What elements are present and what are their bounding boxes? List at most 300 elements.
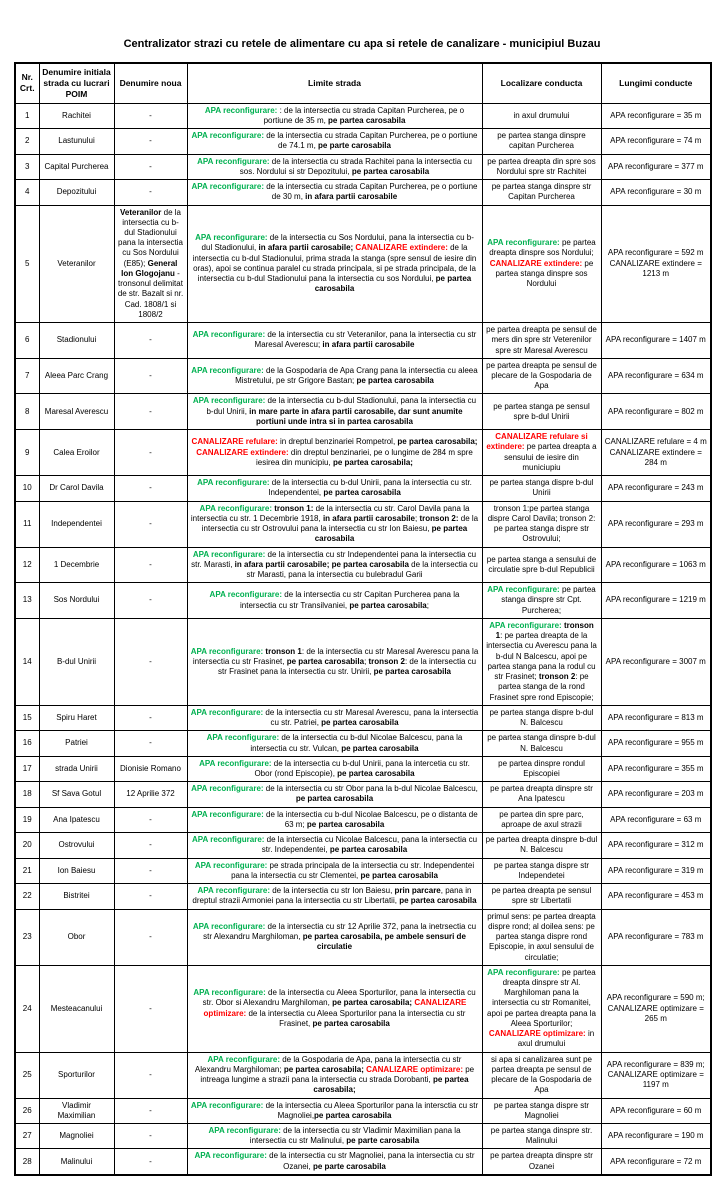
text-segment: de la intersectia cu b-dul Unirii, pana la intersectia cu str. Independentei, [268,478,472,498]
pipe-location [482,705,601,730]
pipe-location [482,103,601,128]
text-segment: 6 [25,335,30,345]
text-segment: APA reconfigurare: [192,330,266,340]
new-street-name [114,323,187,359]
text-segment: pe partea stanga dinspre str Cpt. Purcherea; [501,585,596,615]
text-segment: ; [364,656,369,666]
new-street-name [114,731,187,756]
row-number [15,430,39,476]
initial-street-name [39,205,114,323]
text-segment: pe partea stanga dispre str Independetei [493,860,590,880]
text-segment: CANALIZARE optimizare: [203,998,467,1018]
row-number [15,756,39,781]
table-row [15,547,711,583]
initial-street-name [39,180,114,205]
row-number [15,618,39,705]
text-segment: , pana in dreptul strazii Armoniei pana la intersectia cu str Libertatii, [192,886,472,906]
street-limits [187,394,482,430]
text-segment: APA reconfigurare = 802 m [607,406,704,416]
initial-street-name [39,756,114,781]
street-limits [187,476,482,501]
text-segment: in mare parte in afara partii carosabile, dar sunt anumite portiuni unde intra si in partea carosabila [249,406,463,426]
street-limits [187,858,482,883]
text-segment: pe partea carosabila [337,768,415,778]
new-street-name [114,394,187,430]
table-row [15,1098,711,1123]
pipe-lengths [601,394,711,430]
text-segment: de la intersectia cu str Magnoliei, pana la intersectia cu str Ozanei, [266,1151,475,1171]
text-segment: APA reconfigurare = 1063 m [605,559,706,569]
text-segment: - [149,335,152,345]
table-row [15,909,711,965]
pipe-location [482,180,601,205]
text-segment: APA reconfigurare: [191,365,264,375]
text-segment: de la intersectia cu str Capitan Purcherea pana la intersectia cu str Transilvaniei, [240,590,460,610]
pipe-location [482,1124,601,1149]
pipe-location [482,756,601,781]
street-limits [187,756,482,781]
pipe-location [482,618,601,705]
text-segment: CANALIZARE optimizare: [366,1064,463,1074]
text-segment: Spiru Haret [56,712,97,722]
initial-street-name [39,705,114,730]
text-segment: Independentei [51,518,102,528]
pipe-lengths [601,909,711,965]
row-number [15,394,39,430]
text-segment: APA reconfigurare: [487,967,560,977]
text-segment: pe strada principala de la intersectia cu str. Independentei pana la intersectia cu str Clementei, [231,860,475,880]
new-street-name [114,1124,187,1149]
row-number [15,884,39,909]
text-segment: Ostrovului [58,840,95,850]
text-segment: pe partea stanga dinspre str. Malinului [490,1126,593,1146]
text-segment: APA reconfigurare: [193,988,266,998]
text-segment: - [149,187,152,197]
street-limits [187,358,482,394]
text-segment: - [149,656,152,666]
pipe-lengths [601,1052,711,1098]
text-segment: pe partea carosabila; [397,437,478,447]
row-number [15,1124,39,1149]
text-segment: pe partea din spre parc, aproape de axul strazii [499,809,584,829]
table-row [15,358,711,394]
pipe-location [482,858,601,883]
text-segment: pe partea carosabila [360,870,438,880]
new-street-name [114,756,187,781]
text-segment: primul sens: pe partea dreapta dispre rond; al doilea sens: pe partea stanga dispre rond Episcopie, in axul sensului de circulatie; [487,911,596,962]
pipe-lengths [601,965,711,1052]
text-segment: 21 [22,865,32,875]
text-segment: Sos Nordului [53,595,100,605]
pipe-lengths [601,129,711,154]
new-street-name [114,807,187,832]
street-limits [187,965,482,1052]
text-segment: APA reconfigurare: [191,809,264,819]
street-limits [187,1149,482,1175]
pipe-location [482,1098,601,1123]
table-row [15,430,711,476]
text-segment: tronson 1: [274,503,314,513]
text-segment: 15 [22,712,32,722]
text-segment: APA reconfigurare: [209,590,283,600]
text-segment: APA reconfigurare: [192,921,266,931]
pipe-location [482,205,601,323]
text-segment: pe partea dreapta dinspre str Ozanei [490,1151,593,1171]
text-segment: pe partea dreapta dinspre sos Nordului; [489,238,596,258]
text-segment: 4 [25,187,30,197]
new-street-name [114,909,187,965]
text-segment: pe partea carosabila; [332,998,415,1008]
pipe-lengths [601,858,711,883]
text-segment: 20 [22,840,32,850]
text-segment: pe parte carosabila [346,1136,420,1146]
text-segment: 12 [22,559,32,569]
text-segment: pe partea carosabila [351,166,430,176]
text-segment: CANALIZARE optimizare: [488,1029,586,1039]
initial-street-name [39,731,114,756]
text-segment: APA reconfigurare = 203 m [607,789,704,799]
text-segment: Sporturilor [58,1069,95,1079]
text-segment: pe partea stanga dinspre sos Nordului [495,258,594,289]
text-segment: 24 [22,1003,32,1013]
text-segment: de la Gospodaria de Apa Crang pana la intersectia cu aleea Mistretului, pe str Grigore Bastan; [235,365,478,386]
text-segment: General Ion Glogojanu [121,258,178,278]
pipe-location [482,476,601,501]
text-segment: APA reconfigurare = 955 m [607,738,704,748]
street-limits [187,154,482,179]
text-segment: 23 [22,932,32,942]
text-segment: 5 [25,258,30,268]
text-segment: - [149,406,152,416]
text-segment: pe partea carosabila [314,524,468,544]
pipe-location [482,1149,601,1175]
text-segment: de la intersectia cu Aleea Sporturilor, pana la intersectia cu str. Obor si Alexandru Marghiloman, [202,988,476,1008]
initial-street-name [39,858,114,883]
text-segment: pe partea stanga dinspre b-dul N. Balcescu [487,733,596,753]
pipe-location [482,154,601,179]
new-street-name [114,858,187,883]
text-segment: Depozitului [56,187,97,197]
street-limits [187,618,482,705]
text-segment: Dr Carol Davila [49,483,104,493]
table-row [15,129,711,154]
text-segment: APA reconfigurare: [489,620,562,630]
text-segment: de la intersectia cu Nicolae Balcescu, pana la intersectia cu str. Independentei, [261,835,478,855]
text-segment: de la intersectia cu str. Carol Davila pana la intersectia cu str. 1 Decembrie 1918, [190,503,470,523]
initial-street-name [39,833,114,858]
text-segment: APA reconfigurare: [487,585,560,595]
text-segment: 25 [22,1069,32,1079]
text-segment: - [149,161,152,171]
text-segment: pe partea carosabila [349,600,427,610]
row-number [15,705,39,730]
text-segment: pe partea stanga pe sensul spre b-dul Unirii [493,401,590,421]
text-segment: tronson 2 [538,672,576,682]
text-segment: 18 [22,789,32,799]
table-row [15,501,711,547]
text-segment: 11 [23,518,32,528]
text-segment: de la intersectia cu Sos Nordului, pana la intersectia cu b-dul Stadionului, [201,233,474,253]
new-street-name [114,205,187,323]
street-limits [187,430,482,476]
text-segment: APA reconfigurare = 3007 m [605,656,706,666]
pipe-lengths [601,807,711,832]
text-segment: Aleea Parc Crang [44,371,109,381]
table-row [15,1124,711,1149]
new-street-name [114,430,187,476]
text-segment: de la intersectia cu str 12 Aprilie 372, pana la inetrsectia cu str Alexandru Marghiloman, [203,921,477,942]
initial-street-name [39,358,114,394]
pipe-lengths [601,205,711,323]
table-row [15,705,711,730]
text-segment: APA reconfigurare: [194,1151,267,1161]
text-segment: pe parte carosabila [318,141,391,151]
text-segment: in axul drumului [513,110,570,120]
text-segment: de la intersectia cu str Ion Baiesu, [270,886,395,896]
text-segment: Sf Sava Gotul [51,789,102,799]
text-segment: tronson 1:pe partea stanga dispre Carol Davila; tronson 2: pe partea stanga dispre str Ostrovului; [487,503,596,544]
text-segment: APA reconfigurare: [208,1126,281,1136]
row-number [15,154,39,179]
row-number [15,782,39,807]
row-number [15,858,39,883]
text-segment: APA reconfigurare = 355 m [607,763,704,773]
text-segment: de la intersectia cu str Maresal Averescu, pana la intersectia cu str. Patriei, [263,707,479,728]
new-street-name [114,1052,187,1098]
text-segment: Bistritei [63,891,90,901]
pipe-lengths [601,782,711,807]
text-segment: - [149,738,152,748]
column-header-2: Denumire noua [114,63,187,103]
text-segment: pe partea carosabila [329,845,408,855]
table-row [15,1149,711,1175]
initial-street-name [39,884,114,909]
text-segment: - [149,518,152,528]
text-segment: APA reconfigurare = 839 m; CANALIZARE optimizare = 1197 m [606,1059,705,1090]
text-segment: pe partea dreapta din spre sos Nordului spre str Rachitei [487,156,596,176]
new-street-name [114,782,187,807]
table-row [15,583,711,619]
column-header-0: Nr. Crt. [15,63,39,103]
text-segment: pe partea dreapta dinspre str Al. Marghiloman pana la intersectia cu str Romanitei, apoi pe partea dreapta pana la Aleea Sporturilor; [487,967,596,1028]
text-segment: - [149,371,152,381]
text-segment: : de la intersectia cu str Frasinet pana la intersectia cu str. Unirii, [218,656,477,676]
row-number [15,547,39,583]
text-segment: de la intersectia cu str Marasti, pana la intersectia cu bulebradul Garii [246,559,478,579]
text-segment: - tronsonul delimitat de str. Bazalt si nr. Cad. 1808/1 si 1808/2 [117,268,184,319]
initial-street-name [39,323,114,359]
text-segment: CANALIZARE extindere: [355,243,448,253]
text-segment: pe partea stanga dispre b-dul N. Balcescu [489,707,594,728]
initial-street-name [39,618,114,705]
initial-street-name [39,129,114,154]
street-limits [187,103,482,128]
text-segment: APA reconfigurare = 293 m [607,518,704,528]
text-segment: de la intersectia cu str Obor pana la b-dul Nicolae Balcescu, [263,784,478,794]
pipe-lengths [601,103,711,128]
table-row [15,965,711,1052]
row-number [15,501,39,547]
pipe-lengths [601,618,711,705]
text-segment: APA reconfigurare = 377 m [607,161,704,171]
text-segment: CANALIZARE refulare: [191,437,278,447]
text-segment: : de la intersectia cu strada Capitan Purcherea, pe o portiune de 35 m, [263,105,465,125]
text-segment: pe partea carosabila [341,743,419,753]
new-street-name [114,833,187,858]
new-street-name [114,1149,187,1175]
text-segment: APA reconfigurare = 60 m [610,1105,702,1115]
text-segment: tronson 2: [419,513,459,523]
initial-street-name [39,476,114,501]
text-segment: Obor [67,932,86,942]
text-segment: de la intersectia cu str Vladimir Maximilian pana la intersectia cu str Malinului, [249,1126,461,1146]
text-segment: APA reconfigurare: [199,503,273,513]
new-street-name [114,501,187,547]
new-street-name [114,103,187,128]
street-limits [187,583,482,619]
street-limits [187,705,482,730]
row-number [15,731,39,756]
text-segment: Rachitei [62,110,91,120]
column-header-3: Limite strada [187,63,482,103]
pipe-lengths [601,833,711,858]
text-segment: 28 [22,1156,32,1166]
street-limits [187,731,482,756]
street-limits [187,884,482,909]
street-limits [187,501,482,547]
text-segment: APA reconfigurare = 1219 m [605,595,706,605]
text-segment: CANALIZARE extindere: [196,447,289,457]
text-segment: tronson 2 [368,656,405,666]
new-street-name [114,1098,187,1123]
initial-street-name [39,154,114,179]
pipe-location [482,358,601,394]
text-segment: : pe partea stanga de la rond Frasinet spre rond Episcopie; [489,672,594,702]
column-header-4: Localizare conducta [482,63,601,103]
text-segment: APA reconfigurare = 590 m; CANALIZARE optimizare = 265 m [606,993,705,1023]
pipe-lengths [601,1124,711,1149]
initial-street-name [39,782,114,807]
text-segment: 1 [25,110,30,120]
text-segment: APA reconfigurare: [206,733,280,743]
text-segment: Mesteacanului [50,1003,103,1013]
row-number [15,1098,39,1123]
pipe-lengths [601,1149,711,1175]
pipe-location [482,501,601,547]
row-number [15,1052,39,1098]
initial-street-name [39,1124,114,1149]
text-segment: APA reconfigurare: [191,182,264,192]
new-street-name [114,583,187,619]
text-segment: in afara partii carosabile; pe partea carosabila [234,559,409,569]
initial-street-name [39,909,114,965]
initial-street-name [39,1052,114,1098]
street-limits [187,129,482,154]
text-segment: Dionisie Romano [120,763,181,773]
new-street-name [114,129,187,154]
row-number [15,807,39,832]
initial-street-name [39,103,114,128]
text-segment: pe partea stanga dispre b-dul Unirii [489,478,594,498]
text-segment: APA reconfigurare = 30 m [610,187,702,197]
text-segment: de la intersectia cu str Independentei pana la intersectia cu str. Marasti, [191,549,477,569]
text-segment: Vladimir Maximilian [57,1100,96,1120]
table-row [15,394,711,430]
text-segment: tronson 1 [265,646,302,656]
pipe-lengths [601,547,711,583]
header-row [15,63,711,103]
text-segment: strada Unirii [55,763,98,773]
text-segment: pe partea carosabila; [332,457,413,467]
text-segment: Malinului [60,1156,93,1166]
text-segment: Calea Eroilor [53,447,100,457]
street-limits [187,323,482,359]
text-segment: pe partea dreapta pe sensul de plecare de la Gospodaria de Apa [486,360,597,391]
text-segment: ; [414,513,420,523]
street-limits [187,909,482,965]
text-segment: APA reconfigurare: [199,758,272,768]
text-segment: - [149,1156,152,1166]
text-segment: pe parte carosabila [312,1161,386,1171]
row-number [15,180,39,205]
row-number [15,833,39,858]
table-row [15,833,711,858]
table-row [15,807,711,832]
text-segment: APA reconfigurare = 35 m [610,110,702,120]
text-segment: APA reconfigurare: [487,238,560,248]
pipe-lengths [601,180,711,205]
row-number [15,965,39,1052]
initial-street-name [39,1098,114,1123]
pipe-lengths [601,583,711,619]
text-segment: pe partea carosabila [295,794,374,804]
table-row [15,782,711,807]
initial-street-name [39,394,114,430]
text-segment: pe partea carosabila; [283,1064,367,1074]
pipe-lengths [601,323,711,359]
text-segment: de la intersectia cu strada Capitan Purcherea, pe o portiune de 74.1 m, [264,131,478,151]
text-segment: de la intersectia cu Aleea Sporturilor pana la intersctia cu str Magnoliei, [263,1100,479,1120]
text-segment: - [149,1131,152,1141]
table-row [15,323,711,359]
text-segment: pe partea stanga a sensului de circulatie spre b-dul Republicii [486,554,597,574]
table-body [15,103,711,1175]
text-segment: Veteranilor [57,258,96,268]
text-segment: APA reconfigurare = 1407 m [605,335,706,345]
text-segment: 7 [25,371,30,381]
text-segment: de la intersectia cu b-dul Nicolae Balcescu, pe o distanta de 63 m; [263,809,478,829]
text-segment: pe partea stanga dinspre capitan Purcherea [497,131,586,151]
row-number [15,909,39,965]
text-segment: 22 [22,891,32,901]
text-segment: APA reconfigurare = 243 m [607,483,704,493]
text-segment: APA reconfigurare: [197,478,270,488]
text-segment: de la intersectia cu str Veteranilor, pana la intersectia cu str Maresal Averescu; [254,330,477,350]
table-row [15,1052,711,1098]
table-row [15,731,711,756]
text-segment: Capital Purcherea [44,161,109,171]
text-segment: de la intersectia cu b-dul Stadionului, pana la intersectia cu b-dul Unirii, [206,396,477,416]
text-segment: de la intersectia cu strada Rachitei pana la intersectia cu sos. Nordului si str Depozitului, [239,156,472,176]
text-segment: 27 [22,1131,32,1141]
text-segment: Ion Baiesu [57,865,96,875]
text-segment: de la intersectia cu b-dul Nicolae Balcescu, pana la intersectia cu str. Vulcan, [250,733,463,753]
text-segment: pe partea carosabila [321,718,399,728]
row-number [15,476,39,501]
pipe-location [482,782,601,807]
new-street-name [114,476,187,501]
text-segment: - [149,1003,152,1013]
